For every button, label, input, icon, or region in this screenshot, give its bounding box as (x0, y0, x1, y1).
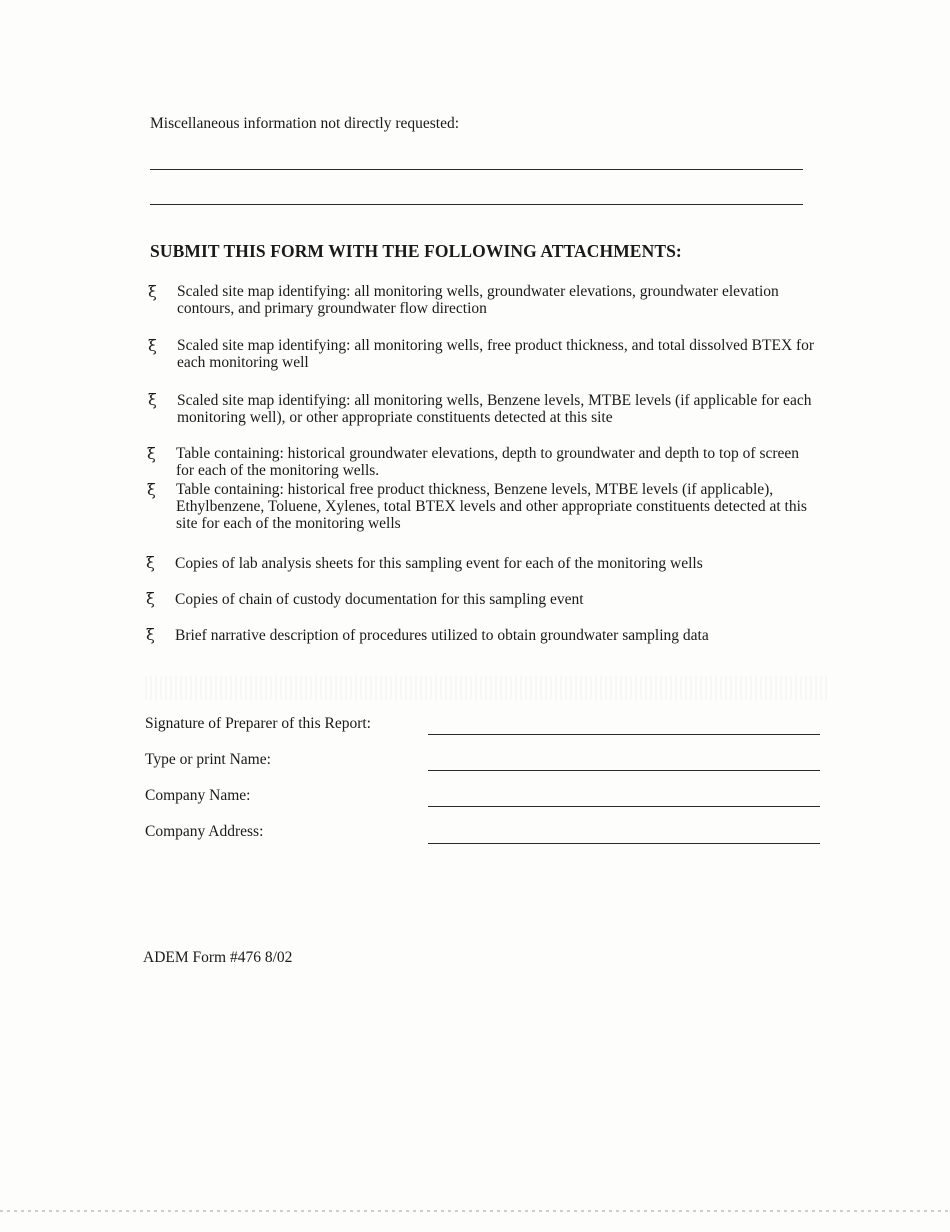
attachment-item-line: Ethylbenzene, Toluene, Xylenes, total BTEX levels and other appropriate constituents detected at this (176, 498, 807, 515)
attachment-item (176, 481, 807, 532)
misc-info-label: Miscellaneous information not directly requested: (150, 115, 460, 132)
bullet-icon: ξ (146, 553, 155, 572)
print-name-line[interactable] (428, 770, 820, 771)
company-name-line[interactable] (428, 806, 820, 807)
attachment-item-line: site for each of the monitoring wells (176, 515, 401, 532)
attachment-item (176, 445, 799, 479)
company-address-label: Company Address: (145, 823, 264, 840)
attachments-heading: SUBMIT THIS FORM WITH THE FOLLOWING ATTACHMENTS: (150, 241, 682, 261)
attachment-item-line: Scaled site map identifying: all monitoring wells, Benzene levels, MTBE levels (if applicable for each (177, 392, 812, 409)
misc-info-line-2[interactable] (150, 204, 803, 205)
scan-edge-artifact (0, 1210, 950, 1212)
attachment-item-line: contours, and primary groundwater flow direction (177, 300, 487, 317)
attachment-item-line: Copies of lab analysis sheets for this sampling event for each of the monitoring wells (175, 555, 703, 572)
attachment-item-line: Scaled site map identifying: all monitoring wells, free product thickness, and total dissolved BTEX for (177, 337, 815, 354)
attachment-item-line: for each of the monitoring wells. (176, 462, 380, 479)
bullet-icon: ξ (148, 390, 157, 409)
company-address-line[interactable] (428, 843, 820, 844)
bullet-icon: ξ (148, 282, 157, 301)
attachment-item-line: Brief narrative description of procedures utilized to obtain groundwater sampling data (175, 627, 709, 644)
attachment-item (175, 555, 703, 572)
attachment-item-line: Scaled site map identifying: all monitoring wells, groundwater elevations, groundwater elevation (177, 283, 779, 300)
attachment-item (177, 392, 811, 426)
scan-artifact (145, 676, 830, 700)
preparer-signature-label: Signature of Preparer of this Report: (145, 715, 371, 732)
attachment-item (175, 627, 709, 644)
bullet-icon: ξ (146, 625, 155, 644)
bullet-icon: ξ (146, 589, 155, 608)
attachment-item-line: monitoring well), or other appropriate constituents detected at this site (177, 409, 613, 426)
preparer-signature-line[interactable] (428, 734, 820, 735)
attachment-item (177, 283, 779, 317)
bullet-icon: ξ (147, 480, 156, 499)
bullet-icon: ξ (148, 336, 157, 355)
bullet-icon: ξ (147, 444, 156, 463)
attachment-item-line: Copies of chain of custody documentation for this sampling event (175, 591, 584, 608)
form-id: ADEM Form #476 8/02 (143, 949, 293, 966)
misc-info-line-1[interactable] (150, 169, 803, 170)
attachment-item (177, 337, 814, 371)
attachment-item-line: Table containing: historical free product thickness, Benzene levels, MTBE levels (if applicable), (176, 481, 774, 498)
print-name-label: Type or print Name: (145, 751, 271, 768)
attachment-item-line: Table containing: historical groundwater elevations, depth to groundwater and depth to top of screen (176, 445, 800, 462)
attachment-item (175, 591, 584, 608)
company-name-label: Company Name: (145, 787, 251, 804)
attachment-item-line: each monitoring well (177, 354, 309, 371)
